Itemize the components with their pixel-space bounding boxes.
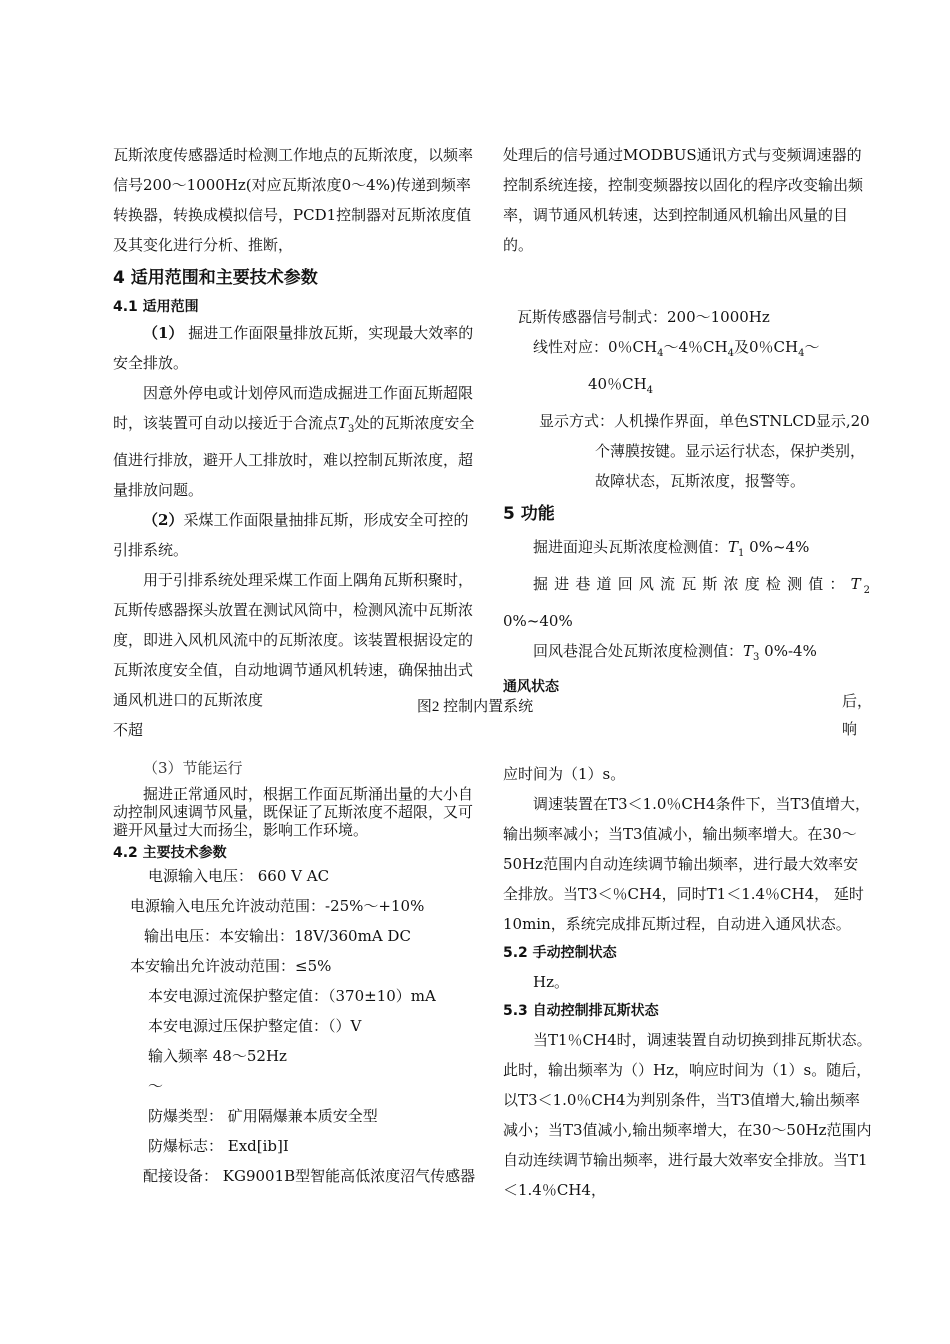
intro-paragraph-left: 瓦斯浓度传感器适时检测工作地点的瓦斯浓度，以频率信号200～1000Hz(对应瓦斯浓度0～4%)传递到频率转换器，转换成模拟信号，PCD1控制器对瓦斯浓度值及其变化进行分析、推断， <box>113 146 474 254</box>
section-5-2-heading: 5.2 手动控制状态 <box>503 945 617 961</box>
param-2: 输出电压：本安输出：18V/360mA DC <box>144 927 411 945</box>
param-10: 配接设备： KG9001B型智能高低浓度沼气传感器 <box>143 1167 476 1185</box>
manual-hz: Hz。 <box>533 973 569 991</box>
item-3-detail: 掘进正常通风时，根据工作面瓦斯涌出量的大小自动控制风速调节风量，既保证了瓦斯浓度不超限，又可避开风量过大而扬尘，影响工作环境。 <box>113 785 474 839</box>
intro-paragraph-right: 处理后的信号通过MODBUS通讯方式与变频调速器的控制系统连接，控制变频器按以固化的程序改变输出频率，调节通风机转速，达到控制通风机输出风量的目的。 <box>503 146 864 254</box>
cut-line: （3）节能运行 <box>143 759 243 777</box>
auto-paragraph: 当T1％CH4时，调速装置自动切换到排瓦斯状态。此时，输出频率为（）Hz，响应时间为（1）s。随后，以T3＜1.0％CH4为判别条件，当T3值增大,输出频率减小；当T3值减小,输出频率增大，在30～50Hz范围内自动连续调节输出频率，进行最大效率安全排放。当T1＜1.4％CH4， <box>503 1031 872 1199</box>
param-7: ～ <box>148 1077 164 1095</box>
left-column <box>113 140 478 1191</box>
signal-format: 瓦斯传感器信号制式：200～1000Hz <box>517 308 770 326</box>
param-4: 本安电源过流保护整定值：（370±10）mA <box>148 987 436 1005</box>
section-5-heading: 5 功能 <box>503 504 555 524</box>
right-fragment-1: 后， <box>842 692 873 710</box>
figure-caption: 图2 控制内置系统 <box>416 699 534 715</box>
param-8: 防爆类型： 矿用隔爆兼本质安全型 <box>148 1107 378 1125</box>
item-1-number: （1） <box>143 324 184 342</box>
section-4-1-heading: 4.1 适用范围 <box>113 299 199 315</box>
section-4-2-heading: 4.2 主要技术参数 <box>113 845 227 861</box>
item-1-paragraph: （1） 掘进工作面限量排放瓦斯，实现最大效率的安全排放。 <box>113 324 474 372</box>
param-5: 本安电源过压保护整定值：（）V <box>148 1017 362 1035</box>
function-t2: 掘进巷道回风流瓦斯浓度检测值：$T_2$ 0%~40% <box>503 575 873 630</box>
item-2-paragraph: （2）采煤工作面限量抽排瓦斯，形成安全可控的引排系统。 <box>113 511 469 559</box>
adjustment-paragraph: 调速装置在T3＜1.0％CH4条件下，当T3值增大，输出频率减小；当T3值减小，输出频率增大。在30～50Hz范围内自动连续调节输出频率，进行最大效率安全排放。当T3＜％CH4，同时T1＜1.4％CH4， 延时10min，系统完成排瓦斯过程，自动进入通风状态。 <box>503 795 871 933</box>
right-fragment-2: 响 <box>842 720 858 738</box>
function-t3: 回风巷混合处瓦斯浓度检测值：$T_3$ 0%-4% <box>533 642 817 663</box>
display-mode: 显示方式：人机操作界面，单色STNLCD显示,20个薄膜按键。显示运行状态，保护类别，故障状态，瓦斯浓度，报警等。 <box>539 412 870 490</box>
param-0: 电源输入电压： 660 V AC <box>148 867 330 885</box>
item-2-number: （2） <box>143 511 184 529</box>
item-2-detail: 用于引排系统处理采煤工作面上隅角瓦斯积聚时，瓦斯传感器探头放置在测试风筒中，检测风流中瓦斯浓度，即进入风机风流中的瓦斯浓度。该装置根据设定的瓦斯浓度安全值，自动地调节通风机转速，确保抽出式通风机进口的瓦斯浓度 不超 <box>113 571 474 739</box>
param-3: 本安输出允许波动范围：≤5% <box>130 957 332 975</box>
section-5-3-heading: 5.3 自动控制排瓦斯状态 <box>503 1003 659 1019</box>
param-9: 防爆标志： Exd[ib]I <box>148 1137 289 1155</box>
param-1: 电源输入电压允许波动范围：-25%～+10% <box>130 897 425 915</box>
item-1-detail: 因意外停电或计划停风而造成掘进工作面瓦斯超限时，该装置可自动以接近于合流点$T_3$处的瓦斯浓度安全值进行排放，避开人工排放时，难以控制瓦斯浓度，超量排放问题。 <box>113 384 475 499</box>
linear-response: 线性对应：0％$CH_4\sim 4$％$CH_4$及0％$CH_4\sim 40$％$CH_4$ <box>533 338 820 396</box>
section-4-heading: 4 适用范围和主要技术参数 <box>113 268 318 288</box>
response-time: 应时间为（1）s。 <box>503 765 626 783</box>
param-6: 输入频率 48～52Hz <box>148 1047 287 1065</box>
right-column <box>503 140 873 1205</box>
function-t1: 掘进面迎头瓦斯浓度检测值：$T_1$ 0%~4% <box>533 538 810 559</box>
section-5-1-heading: 通风状态 <box>503 679 559 695</box>
